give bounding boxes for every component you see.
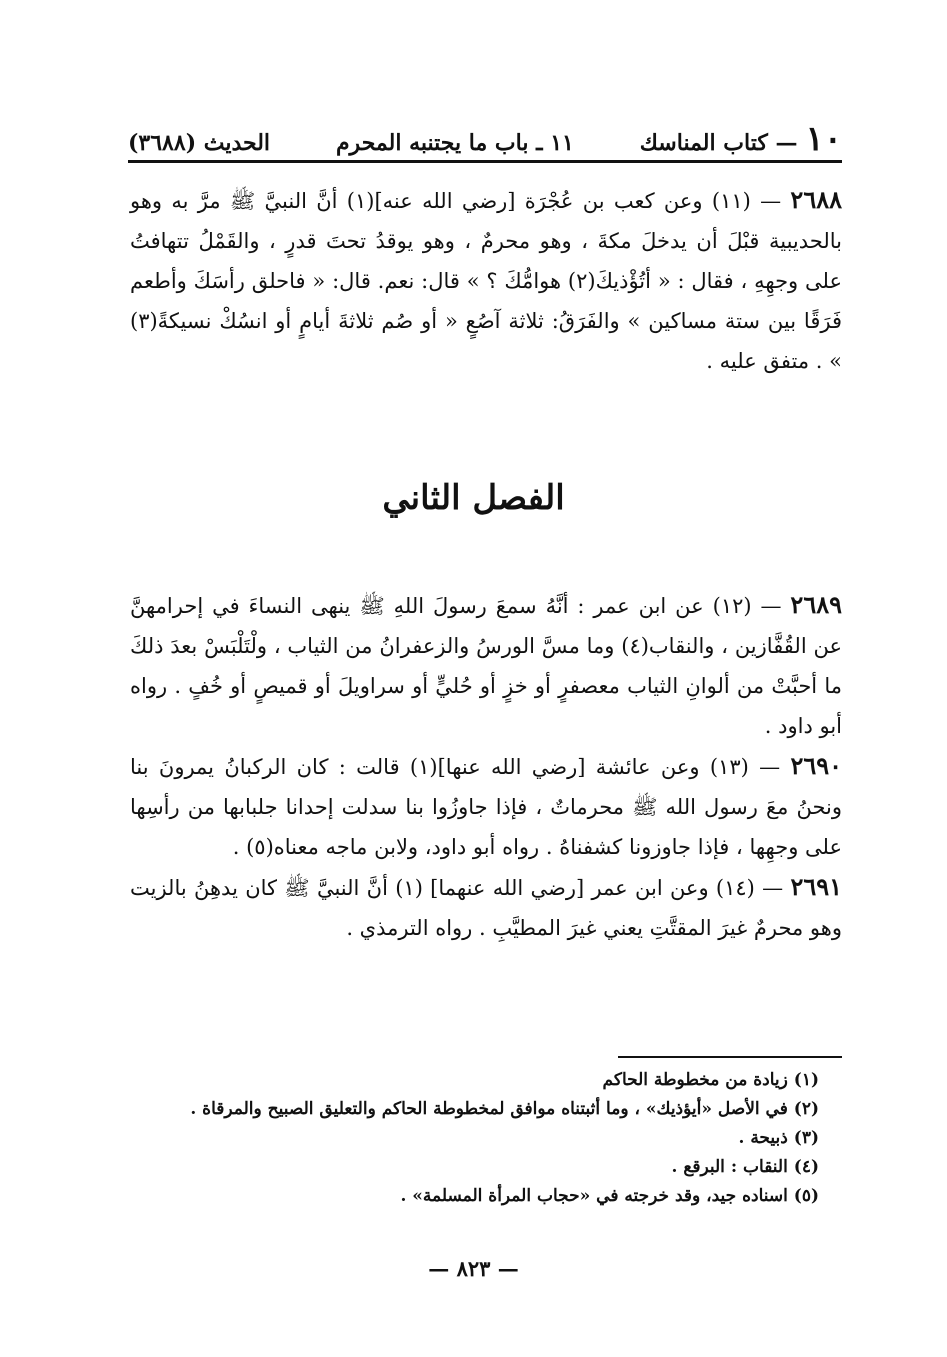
footnote-4: (٤) النقاب : البرقع . — [671, 1157, 819, 1177]
header-book-title: — كتاب المناسك — [639, 130, 798, 156]
page-number: — ٨٢٣ — — [428, 1256, 519, 1281]
footnotes — [150, 1066, 819, 1211]
running-header — [128, 112, 842, 159]
hadith-number: ٢٦٩٠ — [790, 751, 843, 780]
hadith-2690 — [130, 746, 842, 867]
hadith-text: — (١١) وعن كعب بن عُجْرَة [رضي الله عنه](١) أنَّ النبيَّ ﷺ مرَّ به وهو بالحديبية قبْلَ أن يدخلَ مكةَ ، وهو محرمٌ ، وهو يوقدُ تحتَ قدرٍ ، والقَمْلُ تتهافتُ على وجهِهِ ، فقال : « أتُؤْذيكَ(٢) هوامُّكَ ؟ » قال: نعم. قال: « فاحلق رأسَكَ وأطعم فَرَقًا بين ستة مساكين » والفَرَقُ: ثلاثة آصُعٍ « أو صُم ثلاثةَ أيامٍ أو انسُكْ نسيكةً(٣) » . متفق عليه . — [130, 189, 842, 373]
hadith-text: — (١٢) عن ابن عمر : أنَّهُ سمعَ رسولَ اللهِ ﷺ ينهى النساءَ في إحرامهنَّ عن القُفَّازين ، والنقاب(٤) وما مسَّ الورسُ والزعفرانُ من الثياب ، ولْتَلْبَسْ بعدَ ذلكَ ما أحبَّتْ من ألوانِ الثياب معصفرٍ أو خزٍ أو حُليٍّ أو سراويلَ أو قميصٍ أو خُفٍ . رواه أبو داود . — [130, 594, 842, 738]
hadith-2691 — [130, 867, 842, 948]
footnote-2: (٢) في الأصل «أيؤذيك» ، وما أثبتناه موافق لمخطوطة الحاكم والتعليق الصبيح والمرقاة . — [190, 1099, 819, 1119]
hadith-2689 — [130, 585, 842, 746]
hadith-text: — (١٣) وعن عائشة [رضي الله عنها](١) قالت : كان الركبانُ يمرونَ بنا ونحنُ معَ رسول الله ﷺ محرماتٌ ، فإذا جاوزُوا بنا سدلت إحدانا جلبابها من رأسِها على وجهِها ، فإذا جاوزونا كشفناهُ . رواه أبو داود، ولابن ماجه معناه(٥) . — [130, 755, 842, 859]
hadith-number: ٢٦٨٩ — [790, 590, 842, 619]
header-rule — [128, 160, 842, 163]
hadith-block-top — [130, 180, 842, 381]
header-hadith-ref: الحديث (٣٦٨٨) — [128, 130, 271, 156]
header-chapter: ١١ ـ باب ما يجتنبه المحرم — [335, 130, 574, 156]
hadith-number: ٢٦٩١ — [790, 872, 842, 901]
hadith-text: — (١٤) وعن ابن عمر [رضي الله عنهما] (١) أنَّ النبيَّ ﷺ كان يدهِنُ بالزيت وهو محرمٌ غيرَ المقتَّتِ يعني غيرَ المطيَّبِ . رواه الترمذي . — [130, 876, 842, 940]
hadith-number: ٢٦٨٨ — [790, 185, 842, 214]
header-page-number: ١٠ — [805, 119, 842, 159]
footnote-1: (١) زيادة من مخطوطة الحاكم — [602, 1070, 819, 1090]
footnote-5: (٥) اسناده جيد، وقد خرجته في «حجاب المرأة المسلمة» . — [400, 1186, 819, 1206]
footnote-3: (٣) ذبيحة . — [738, 1128, 819, 1148]
header-book — [639, 119, 842, 159]
hadith-2688 — [130, 180, 842, 381]
section-title: الفصل الثاني — [382, 478, 565, 518]
footnote-rule — [618, 1056, 842, 1058]
hadith-block-bottom — [130, 585, 842, 948]
